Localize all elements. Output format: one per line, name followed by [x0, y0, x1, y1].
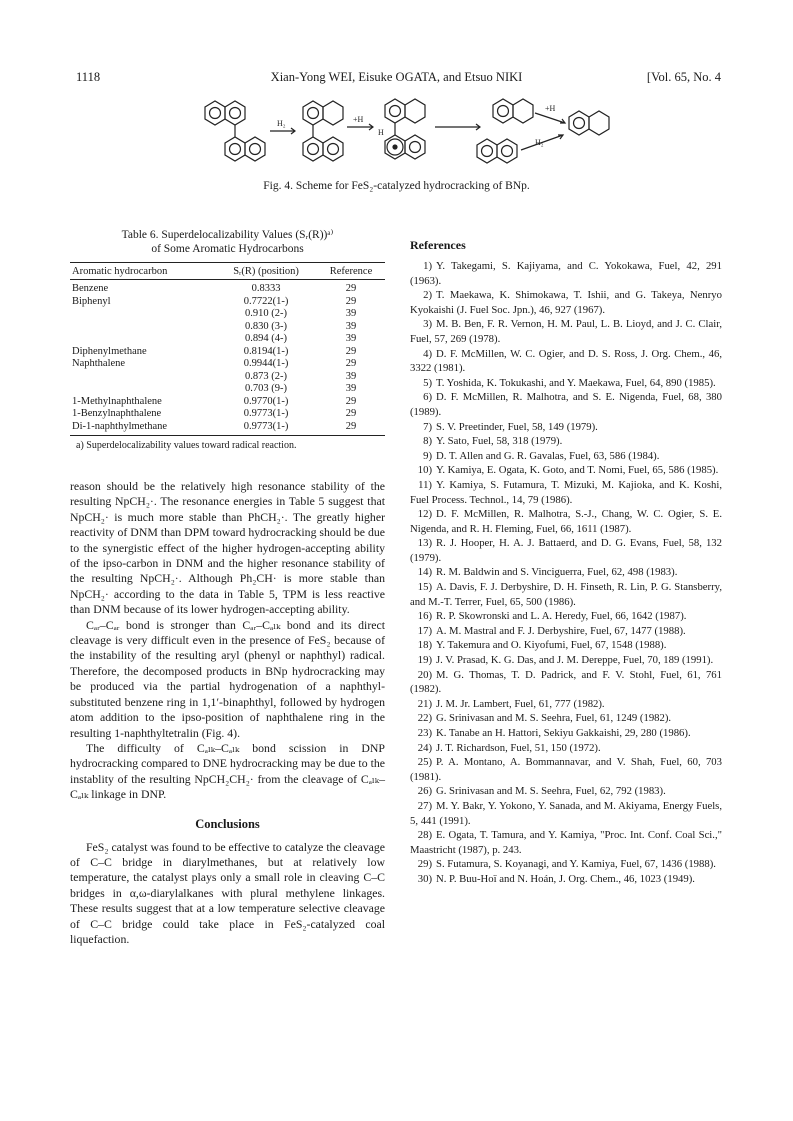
running-title: Xian-Yong WEI, Eisuke OGATA, and Etsuo NIKI	[270, 70, 523, 84]
table-cell: 0.8194(1-)	[243, 345, 289, 357]
reaction-scheme-figure	[195, 95, 615, 177]
reference-text: J. T. Richardson, Fuel, 51, 150 (1972).	[436, 741, 601, 754]
reference-item	[410, 536, 722, 565]
table-cell: 29	[345, 358, 357, 369]
reference-number: 23)	[417, 727, 432, 739]
reference-text: J. M. Jr. Lambert, Fuel, 61, 777 (1982).	[436, 697, 605, 710]
table-row	[70, 371, 385, 384]
reference-text: E. Ogata, T. Tamura, and Y. Kamiya, "Proc. Int. Conf. Coal Sci.," Maastricht (1987), p. 243.	[410, 829, 722, 856]
references-column	[410, 238, 722, 887]
table-cell: Benzene	[72, 283, 109, 294]
reference-item	[410, 741, 722, 756]
table-cell: 0.873 (2-)	[245, 370, 288, 382]
reference-number: 11)	[418, 478, 432, 491]
reference-text: T. Yoshida, K. Tokukashi, and Y. Maekawa, Fuel, 64, 890 (1985).	[436, 376, 716, 389]
table-cell: 29	[345, 395, 357, 407]
table-title-line2: of Some Aromatic Hydrocarbons	[151, 243, 304, 255]
reference-number: 8)	[423, 435, 432, 448]
reference-item	[410, 434, 722, 449]
table-cell: 0.9773(1-)	[243, 408, 289, 419]
reference-item	[410, 668, 722, 697]
reference-text: G. Srinivasan and M. S. Seehra, Fuel, 62, 792 (1983).	[436, 785, 666, 798]
reference-number: 1)	[423, 260, 432, 272]
table-cell: 0.9944(1-)	[243, 358, 289, 369]
table-row	[70, 346, 385, 359]
reference-text: Y. Takemura and O. Kiyofumi, Fuel, 67, 1548 (1988).	[436, 639, 667, 652]
reference-number: 13)	[417, 537, 432, 550]
reference-number: 9)	[423, 449, 432, 462]
table-cell: 39	[345, 308, 357, 319]
table-row	[70, 408, 385, 421]
reference-number: 21)	[417, 697, 432, 710]
reference-number: 24)	[417, 741, 432, 754]
reference-text: J. V. Prasad, K. G. Das, and J. M. Dereppe, Fuel, 70, 189 (1991).	[436, 654, 714, 667]
reference-number: 22)	[417, 712, 432, 725]
table-cell	[70, 333, 215, 346]
table-row	[70, 296, 385, 309]
body-paragraph: reason should be the relatively high resonance stability of the resulting NpCH₂·. The resonance energies in Table 5 suggest that NpCH₂· is much more stable than PhCH₂·. The greatly higher reactivity of DNM than DPM toward hydrocracking should be due to the synergistic effect of the higher hydrogen-accepting ability of the ipso-carbon in DNM and the higher resonance stability of the resulting NpCH₂·. Although Ph₂CH· is more stable than NpCH₂· according to the data in Table 5, TPM is less reactive than DNM because of its lower hydrogen-accepting ability.	[70, 479, 385, 617]
reference-text: M. B. Ben, F. R. Vernon, H. M. Paul, L. B. Lioyd, and J. C. Clair, Fuel, 57, 269 (1978).	[410, 318, 722, 345]
table-footnote: a) Superdelocalizability values toward radical reaction.	[76, 440, 297, 451]
reference-item	[410, 711, 722, 726]
references-heading: References	[410, 238, 466, 252]
reference-text: Y. Kamiya, E. Ogata, K. Goto, and T. Nomi, Fuel, 65, 586 (1985).	[436, 464, 719, 477]
reference-number: 3)	[423, 318, 432, 331]
table-cell: 39	[345, 333, 357, 344]
table-cell	[70, 321, 215, 334]
table-cell	[70, 371, 215, 384]
reference-text: A. M. Mastral and F. J. Derbyshire, Fuel, 67, 1477 (1988).	[436, 624, 686, 637]
reference-text: D. T. Allen and G. R. Gavalas, Fuel, 63, 586 (1984).	[436, 449, 660, 462]
reference-text: K. Tanabe an H. Hattori, Sekiyu Gakkaishi, 29, 280 (1986).	[436, 727, 691, 739]
reference-text: G. Srinivasan and M. S. Seehra, Fuel, 61, 1249 (1982).	[436, 712, 672, 725]
body-paragraph: The difficulty of Cₐₗₖ–Cₐₗₖ bond scission in DNP hydrocracking compared to DNE hydrocracking may be due to the instablity of the resulting NpCH₂CH₂· from the cleavage of Cₐₗₖ–Cₐₗₖ linkage in DNP.	[70, 740, 385, 802]
reference-item	[410, 463, 722, 478]
reference-item	[410, 638, 722, 653]
reference-item	[410, 376, 722, 391]
reference-number: 12)	[417, 508, 432, 521]
table-cell: 29	[345, 345, 357, 357]
table-cell: 0.830 (3-)	[245, 320, 288, 332]
reference-item	[410, 390, 722, 419]
reference-text: A. Davis, F. J. Derbyshire, D. H. Finseth, R. Lin, P. G. Stansberry, and M.-T. Terrer, Fuel, 65, 500 (1986).	[410, 581, 722, 608]
table-cell: 29	[345, 283, 357, 294]
arrow-label: +H	[353, 115, 364, 124]
table-cell: Diphenylmethane	[72, 345, 147, 357]
radical-intermediate-structure	[385, 99, 425, 159]
section-heading: Conclusions	[195, 816, 260, 831]
tetralin-product-structure	[569, 111, 609, 135]
reference-number: 30)	[417, 872, 432, 885]
reference-number: 28)	[417, 829, 432, 842]
reference-text: S. V. Preetinder, Fuel, 58, 149 (1979).	[436, 420, 598, 433]
table-cell: 0.9773(1-)	[215, 421, 317, 436]
reference-number: 7)	[423, 420, 432, 433]
reference-item	[410, 726, 722, 741]
table-cell: 39	[345, 383, 357, 394]
reference-item	[410, 580, 722, 609]
table-6	[70, 262, 385, 436]
reference-number: 10)	[417, 464, 432, 477]
reference-number: 5)	[423, 376, 432, 389]
table-cell: 0.894 (4-)	[245, 333, 288, 344]
body-paragraph: FeS₂ catalyst was found to be effective to catalyze the cleavage of C–C bridge in diarylmethanes, but at relatively low temperature, the catalyst plays only a small role in cleaving C–C bridges in α,ω-diarylalkanes with plural methylene linkages. These results suggest that at a low temperature selective cleavage of C–C bridge could take place in FeS₂-catalyzed coal liquefaction.	[70, 839, 385, 946]
reference-number: 19)	[417, 654, 432, 667]
arrow-label: +H	[545, 104, 556, 113]
table-cell: 39	[345, 320, 357, 332]
reference-number: 14)	[417, 566, 432, 579]
reference-text: M. G. Thomas, T. D. Padrick, and F. V. Stohl, Fuel, 61, 761 (1982).	[410, 668, 722, 696]
volume-label: [Vol. 65, No. 4	[646, 70, 721, 84]
table-cell: 1-Benzylnaphthalene	[72, 408, 162, 419]
arrow-label: H₂	[277, 119, 286, 128]
reference-item	[410, 784, 722, 799]
table-cell: 39	[345, 370, 357, 382]
reference-number: 15)	[417, 581, 432, 594]
table-cell	[70, 383, 215, 396]
table-row	[70, 396, 385, 409]
reference-item	[410, 624, 722, 639]
reference-number: 16)	[417, 610, 432, 623]
reference-text: D. F. McMillen, R. Malhotra, and S. E. Nigenda, Fuel, 68, 380 (1989).	[410, 391, 722, 418]
reference-number: 17)	[417, 624, 432, 637]
table-cell: 29	[345, 295, 357, 307]
reference-number: 18)	[417, 639, 432, 652]
table-cell: 1-Methylnaphthalene	[72, 395, 162, 407]
table-row	[70, 421, 385, 436]
table-cell: Naphthalene	[72, 358, 126, 369]
table-cell: Di-1-naphthylmethane	[70, 421, 215, 436]
reference-text: R. P. Skowronski and L. A. Heredy, Fuel, 66, 1642 (1987).	[436, 610, 687, 623]
body-paragraph: Cₐᵣ–Cₐᵣ bond is stronger than Cₐᵣ–Cₐₗₖ bond and its direct cleavage is very difficult even in the presence of FeS₂ because of the instability of the resulting aryl (phenyl or naphthyl) radical. Therefore, the decomposed products in BNp hydrocracking may be produced via the partial hydrogenation of a naphthyl-substituted benzene ring in 1,1′-binaphthyl, followed by hydrogen atom addition to the ipso-position of naphthalene ring in the resulting 1-naphthyltetralin (Fig. 4).	[70, 617, 385, 740]
reference-number: 6)	[423, 391, 432, 404]
reference-item	[410, 317, 722, 346]
table-row	[70, 358, 385, 371]
reference-text: T. Maekawa, K. Shimokawa, T. Ishii, and G. Takeya, Nenryo Kyokaishi (J. Fuel Soc. Jpn.), 46, 927 (1967).	[410, 289, 722, 316]
reference-item	[410, 288, 722, 317]
reference-number: 29)	[417, 858, 432, 871]
reference-text: M. Y. Bakr, Y. Yokono, Y. Sanada, and M. Akiyama, Energy Fuels, 5, 441 (1991).	[410, 799, 722, 827]
table-cell: 0.910 (2-)	[245, 308, 288, 319]
figure-caption: Fig. 4. Scheme for FeS₂-catalyzed hydrocracking of BNp.	[263, 180, 530, 192]
table-cell: 29	[317, 421, 385, 436]
table-cell: Biphenyl	[72, 295, 111, 307]
table-row	[70, 321, 385, 334]
reference-text: D. F. McMillen, R. Malhotra, S.-J., Chang, W. C. Ogier, S. E. Nigenda, and R. H. Fleming, Fuel, 66, 1611 (1987).	[410, 508, 722, 535]
tetralin-and-naphthyl-radical-structure	[477, 99, 533, 163]
reference-item	[410, 697, 722, 712]
table-row	[70, 308, 385, 321]
table-header: Sᵣ(R) (position)	[215, 263, 317, 280]
reference-text: N. P. Buu-Hoï and N. Hoán, J. Org. Chem., 46, 1023 (1949).	[436, 872, 695, 885]
table-row	[70, 280, 385, 296]
reference-list	[410, 259, 722, 887]
reference-item	[410, 565, 722, 580]
table-row	[70, 383, 385, 396]
body-text	[70, 479, 385, 947]
table-cell: 0.7722(1-)	[243, 295, 289, 307]
reference-number: 2)	[423, 289, 432, 302]
reference-item	[410, 872, 722, 887]
table-cell: 0.8333	[251, 283, 281, 294]
table-cell: 0.703 (9-)	[245, 383, 288, 394]
reference-item	[410, 653, 722, 668]
reference-text: R. J. Hooper, H. A. J. Battaerd, and D. G. Evans, Fuel, 58, 132 (1979).	[410, 537, 722, 564]
reference-item	[410, 259, 722, 288]
reference-item	[410, 609, 722, 624]
table-cell: 29	[345, 408, 357, 419]
reference-item	[410, 347, 722, 376]
reference-item	[410, 857, 722, 872]
atom-label: H	[378, 128, 384, 137]
reference-text: Y. Takegami, S. Kajiyama, and C. Yokokawa, Fuel, 42, 291 (1963).	[410, 260, 722, 287]
reference-item	[410, 507, 722, 536]
reference-text: S. Futamura, S. Koyanagi, and Y. Kamiya, Fuel, 67, 1436 (1988).	[436, 858, 716, 871]
reference-item	[410, 799, 722, 828]
naphthyltetralin-structure	[303, 101, 343, 161]
reference-number: 20)	[417, 668, 432, 681]
reference-item	[410, 478, 722, 507]
reference-text: Y. Sato, Fuel, 58, 318 (1979).	[436, 435, 563, 448]
reference-item	[410, 420, 722, 435]
reference-item	[410, 828, 722, 857]
table-cell: 0.9770(1-)	[243, 395, 289, 407]
reference-number: 26)	[417, 785, 432, 798]
reference-text: D. F. McMillen, W. C. Ogier, and D. S. Ross, J. Org. Chem., 46, 3322 (1981).	[410, 347, 722, 375]
reference-text: Y. Kamiya, S. Futamura, T. Mizuki, M. Kajioka, and K. Koshi, Fuel Process. Technol., 14, 79 (1986).	[410, 478, 722, 506]
reference-text: P. A. Montano, A. Bommannavar, and V. Shah, Fuel, 60, 703 (1981).	[410, 756, 722, 783]
reference-item	[410, 755, 722, 784]
arrow-label: H₂	[535, 138, 544, 147]
binaphthyl-structure	[205, 101, 265, 161]
table-title: Table 6. Superdelocalizability Values (Sᵣ(R))ᵃ⁾	[121, 229, 334, 241]
reference-number: 27)	[417, 799, 432, 812]
reference-number: 25)	[417, 756, 432, 769]
table-cell	[70, 308, 215, 321]
reference-number: 4)	[423, 347, 432, 360]
table-header: Reference	[317, 263, 385, 280]
reference-text: R. M. Baldwin and S. Vinciguerra, Fuel, 62, 498 (1983).	[436, 566, 678, 579]
left-column	[70, 228, 385, 947]
table-header: Aromatic hydrocarbon	[70, 263, 215, 280]
page-number: 1118	[76, 70, 101, 84]
reference-item	[410, 449, 722, 464]
table-row	[70, 333, 385, 346]
